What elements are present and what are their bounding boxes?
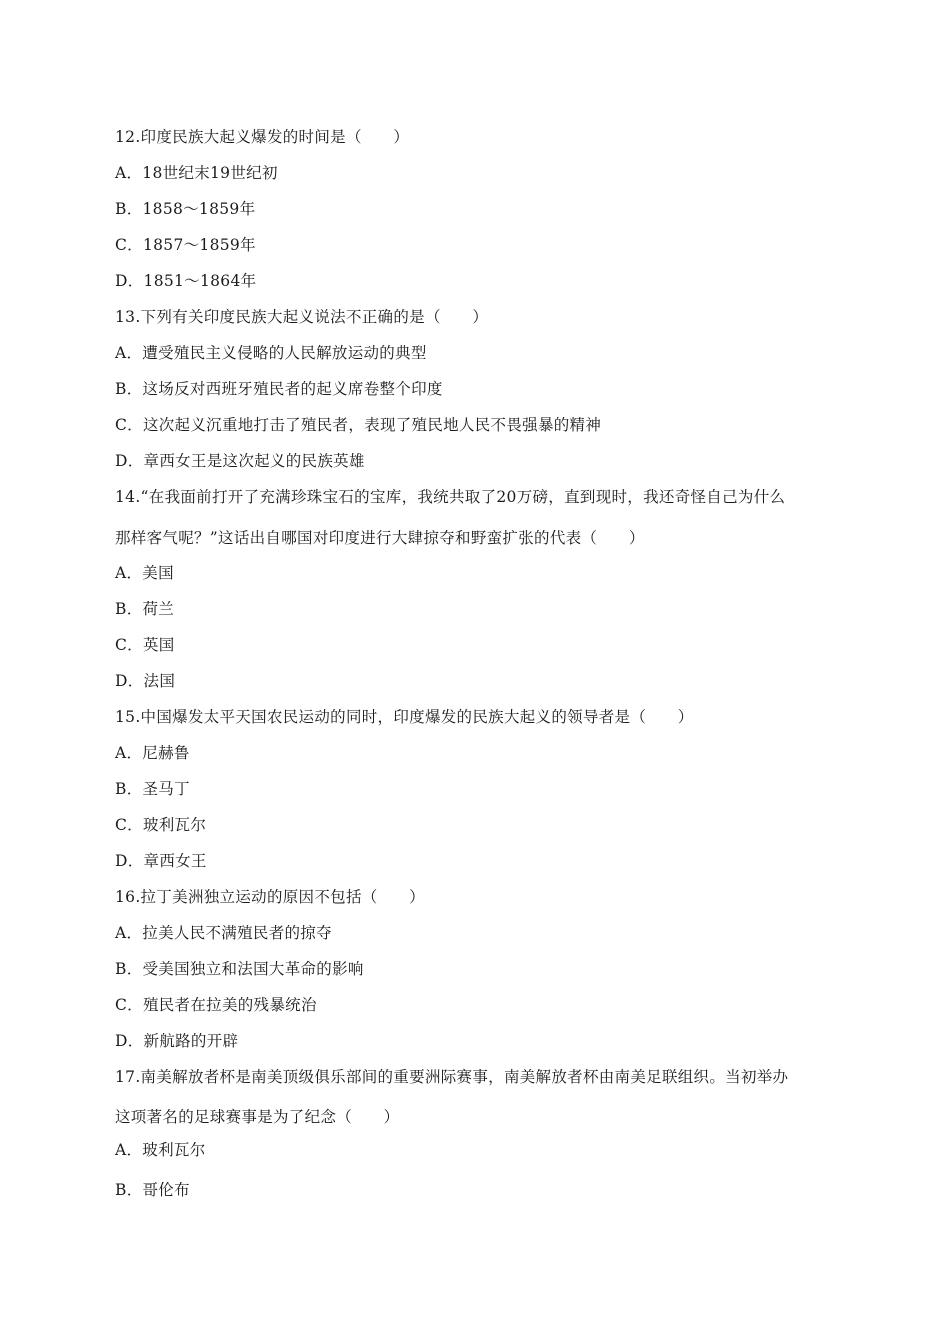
question-12-option-c: C．1857～1859年	[115, 236, 256, 254]
question-16-option-b: B．受美国独立和法国大革命的影响	[115, 960, 364, 978]
question-16-option-a: A．拉美人民不满殖民者的掠夺	[115, 924, 332, 942]
question-15-stem: 15.中国爆发太平天国农民运动的同时，印度爆发的民族大起义的领导者是（ ）	[115, 708, 694, 726]
question-17-option-a: A．玻利瓦尔	[115, 1141, 206, 1159]
question-15-option-c: C．玻利瓦尔	[115, 816, 207, 834]
question-14-option-b: B．荷兰	[115, 600, 175, 618]
question-13-stem: 13.下列有关印度民族大起义说法不正确的是（ ）	[115, 308, 489, 326]
question-13-option-a: A．遭受殖民主义侵略的人民解放运动的典型	[115, 344, 427, 362]
question-12-stem: 12.印度民族大起义爆发的时间是（ ）	[115, 128, 410, 146]
question-16-option-d: D．新航路的开辟	[115, 1032, 239, 1050]
question-13-option-c: C．这次起义沉重地打击了殖民者，表现了殖民地人民不畏强暴的精神	[115, 416, 602, 434]
question-14-stem-line-2: 那样客气呢？”这话出自哪国对印度进行大肆掠夺和野蛮扩张的代表（ ）	[115, 529, 645, 547]
question-13-option-b: B．这场反对西班牙殖民者的起义席卷整个印度	[115, 380, 443, 398]
question-16-stem: 16.拉丁美洲独立运动的原因不包括（ ）	[115, 888, 425, 906]
question-12-option-a: A．18世纪末19世纪初	[115, 164, 278, 182]
question-17-option-b: B．哥伦布	[115, 1181, 190, 1199]
question-13-option-d: D．章西女王是这次起义的民族英雄	[115, 452, 365, 470]
question-14-option-d: D．法国	[115, 672, 176, 690]
question-14-option-a: A．美国	[115, 564, 174, 582]
question-12-option-b: B．1858～1859年	[115, 200, 256, 218]
question-12-option-d: D．1851～1864年	[115, 272, 257, 290]
question-17-stem-line-2: 这项著名的足球赛事是为了纪念（ ）	[115, 1108, 400, 1126]
question-15-option-b: B．圣马丁	[115, 780, 190, 798]
question-16-option-c: C．殖民者在拉美的残暴统治	[115, 996, 317, 1014]
question-15-option-d: D．章西女王	[115, 852, 207, 870]
question-15-option-a: A．尼赫鲁	[115, 744, 190, 762]
question-14-option-c: C．英国	[115, 636, 175, 654]
question-17-stem-line-1: 17.南美解放者杯是南美顶级俱乐部间的重要洲际赛事，南美解放者杯由南美足联组织。当初举办	[115, 1068, 789, 1086]
question-14-stem-line-1: 14.“在我面前打开了充满珍珠宝石的宝库，我统共取了20万磅，直到现时，我还奇怪自己为什么	[115, 488, 786, 506]
